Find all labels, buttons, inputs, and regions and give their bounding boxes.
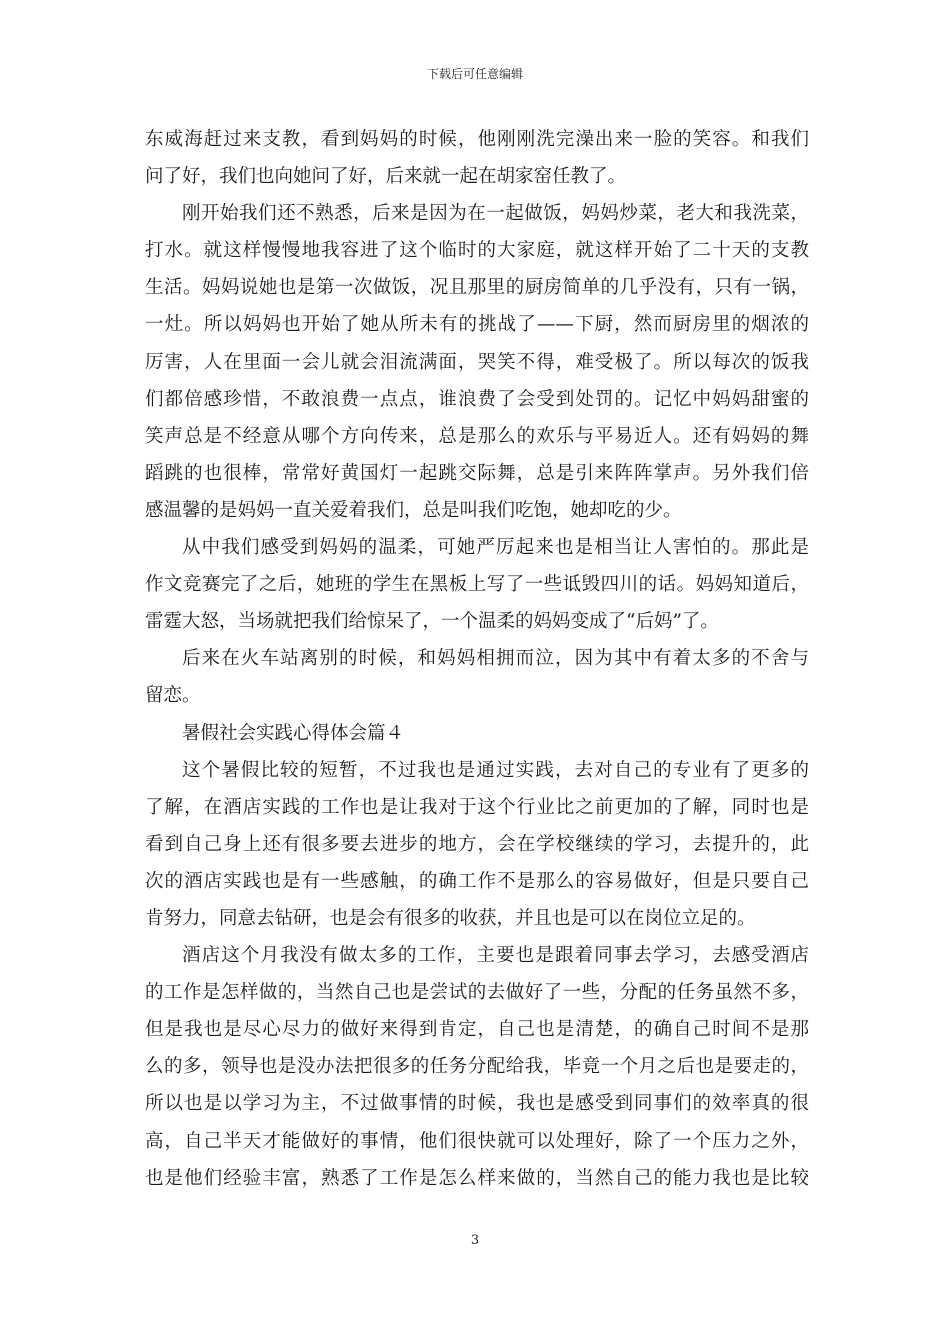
- text-line: 了解，在酒店实践的工作也是让我对于这个行业比之前更加的了解，同时也是: [145, 796, 809, 818]
- text-line: 么的多，领导也是没办法把很多的任务分配给我，毕竟一个月之后也是要走的，: [145, 1056, 809, 1078]
- text-line: 也是他们经验丰富，熟悉了工作是怎么样来做的，当然自己的能力我也是比较: [145, 1167, 809, 1189]
- text-line: 刚开始我们还不熟悉，后来是因为在一起做饭，妈妈炒菜，老大和我洗菜，: [182, 203, 809, 225]
- text-line: 笑声总是不经意从哪个方向传来，总是那么的欢乐与平易近人。还有妈妈的舞: [145, 425, 809, 447]
- text-line: 看到自己身上还有很多要去进步的地方，会在学校继续的学习，去提升的，此: [145, 833, 809, 855]
- text-line: 但是我也是尽心尽力的做好来得到肯定，自己也是清楚，的确自己时间不是那: [145, 1019, 809, 1041]
- document-body: [145, 121, 809, 1197]
- page-header: 下载后可任意编辑: [426, 67, 523, 81]
- text-line: 蹈跳的也很棒，常常好黄国灯一起跳交际舞，总是引来阵阵掌声。另外我们倍: [145, 462, 809, 484]
- text-line: 问了好，我们也向她问了好，后来就一起在胡家窑任教了。: [145, 166, 627, 188]
- text-line: 感温馨的是妈妈一直关爱着我们，总是叫我们吃饱，她却吃的少。: [145, 499, 682, 521]
- text-line: 厉害，人在里面一会儿就会泪流满面，哭笑不得，难受极了。所以每次的饭我: [145, 351, 809, 373]
- page-number: 3: [470, 1233, 480, 1248]
- text-line: 一灶。所以妈妈也开始了她从所未有的挑战了——下厨，然而厨房里的烟浓的: [145, 314, 809, 336]
- text-line: 从中我们感受到妈妈的温柔，可她严厉起来也是相当让人害怕的。那此是: [182, 537, 809, 559]
- text-line: 高，自己半天才能做好的事情，他们很快就可以处理好，除了一个压力之外，: [145, 1130, 809, 1152]
- text-line: 酒店这个月我没有做太多的工作，主要也是跟着同事去学习，去感受酒店: [182, 945, 809, 967]
- text-line: 们都倍感珍惜，不敢浪费一点点，谁浪费了会受到处罚的。记忆中妈妈甜蜜的: [145, 388, 809, 410]
- text-line: 所以也是以学习为主，不过做事情的时候，我也是感受到同事们的效率真的很: [145, 1093, 809, 1115]
- section-heading: 暑假社会实践心得体会篇４: [182, 722, 405, 744]
- text-line: 次的酒店实践也是有一些感触，的确工作不是那么的容易做好，但是只要自己: [145, 870, 809, 892]
- text-line: 肯努力，同意去钻研，也是会有很多的收获，并且也是可以在岗位立足的。: [145, 907, 756, 929]
- text-line: 东威海赶过来支教，看到妈妈的时候，他刚刚洗完澡出来一脸的笑容。和我们: [145, 129, 809, 150]
- text-line: 生活。妈妈说她也是第一次做饭，况且那里的厨房简单的几乎没有，只有一锅，: [145, 277, 809, 299]
- text-line: 打水。就这样慢慢地我容进了这个临时的大家庭，就这样开始了二十天的支教: [145, 240, 809, 262]
- text-line: 作文竞赛完了之后，她班的学生在黑板上写了一些诋毁四川的话。妈妈知道后，: [145, 574, 809, 596]
- text-line: 的工作是怎样做的，当然自己也是尝试的去做好了一些，分配的任务虽然不多，: [145, 982, 809, 1004]
- text-line: 后来在火车站离别的时候，和妈妈相拥而泣，因为其中有着太多的不舍与: [182, 648, 809, 670]
- text-line: 雷霆大怒，当场就把我们给惊呆了，一个温柔的妈妈变成了“后妈”了。: [145, 611, 719, 633]
- text-line: 留恋。: [145, 685, 201, 707]
- text-line: 这个暑假比较的短暂，不过我也是通过实践，去对自己的专业有了更多的: [182, 759, 809, 781]
